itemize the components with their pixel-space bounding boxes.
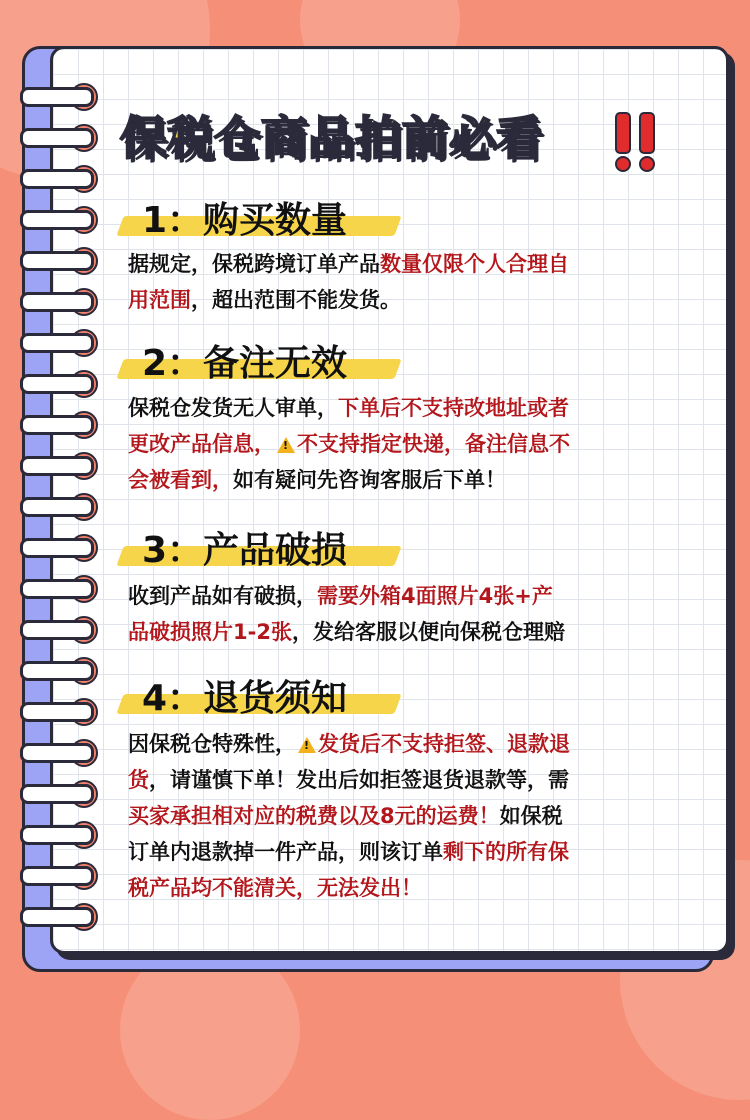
page-title: 保税仓商品拍前必看 [120,111,543,165]
ring-wire [20,456,94,476]
spiral-ring [20,246,100,272]
spiral-ring [20,615,100,641]
ring-wire [20,538,94,558]
spiral-ring [20,738,100,764]
spiral-ring [20,123,100,149]
text-line: 因保税仓特殊性，! 发货后不支持拒签、退款退 [128,726,688,762]
spiral-ring [20,410,100,436]
spiral-ring [20,861,100,887]
text-line: 税产品均不能清关，无法发出！ [128,876,422,900]
spiral-ring [20,451,100,477]
warning-icon [298,737,316,753]
ring-wire [20,620,94,640]
section-body-notes-invalid [128,390,688,498]
ring-wire [20,661,94,681]
text-line: 品破损照片1-2张，发给客服以便向保税仓理赔 [128,620,565,644]
ring-wire [20,87,94,107]
spiral-ring [20,902,100,928]
spiral-ring [20,205,100,231]
ring-wire [20,702,94,722]
text-line: 会被看到，如有疑问先咨询客服后下单！ [128,468,506,492]
ring-wire [20,333,94,353]
text-line: 买家承担相对应的税费以及8元的运费！如保税 [128,804,563,828]
ring-wire [20,497,94,517]
double-exclamation-icon [615,112,665,166]
text-line: 用范围，超出范围不能发货。 [128,288,401,312]
section-body-return-notice [128,726,688,906]
text-line: 更改产品信息，! 不支持指定快递，备注信息不 [128,426,688,462]
ring-wire [20,866,94,886]
text-line: 订单内退款掉一件产品，则该订单剩下的所有保 [128,840,569,864]
section-heading-notes-invalid: 2：备注无效 [120,335,347,383]
ring-wire [20,374,94,394]
ring-wire [20,415,94,435]
spiral-ring [20,492,100,518]
spiral-ring [20,697,100,723]
spiral-ring [20,164,100,190]
text-line: 货，请谨慎下单！发出后如拒签退货退款等，需 [128,768,569,792]
ring-wire [20,825,94,845]
section-body-purchase-quantity [128,246,688,318]
ring-wire [20,743,94,763]
section-heading-product-damage: 3：产品破损 [120,522,347,570]
ring-wire [20,784,94,804]
text-line: 保税仓发货无人审单，下单后不支持改地址或者 [128,396,569,420]
spiral-ring [20,82,100,108]
section-heading-return-notice: 4：退货须知 [120,670,347,718]
ring-wire [20,579,94,599]
ring-wire [20,251,94,271]
spiral-ring [20,533,100,559]
warning-icon [277,437,295,453]
section-body-product-damage [128,578,688,650]
text-line: 据规定，保税跨境订单产品数量仅限个人合理自 [128,252,569,276]
spiral-ring [20,574,100,600]
ring-wire [20,128,94,148]
spiral-ring [20,369,100,395]
spiral-ring [20,287,100,313]
ring-wire [20,292,94,312]
ring-wire [20,907,94,927]
spiral-ring [20,328,100,354]
text-line: 收到产品如有破损，需要外箱4面照片4张+产 [128,584,553,608]
ring-wire [20,169,94,189]
spiral-ring [20,656,100,682]
section-heading-purchase-quantity: 1：购买数量 [120,192,347,240]
ring-wire [20,210,94,230]
spiral-ring [20,820,100,846]
spiral-ring [20,779,100,805]
